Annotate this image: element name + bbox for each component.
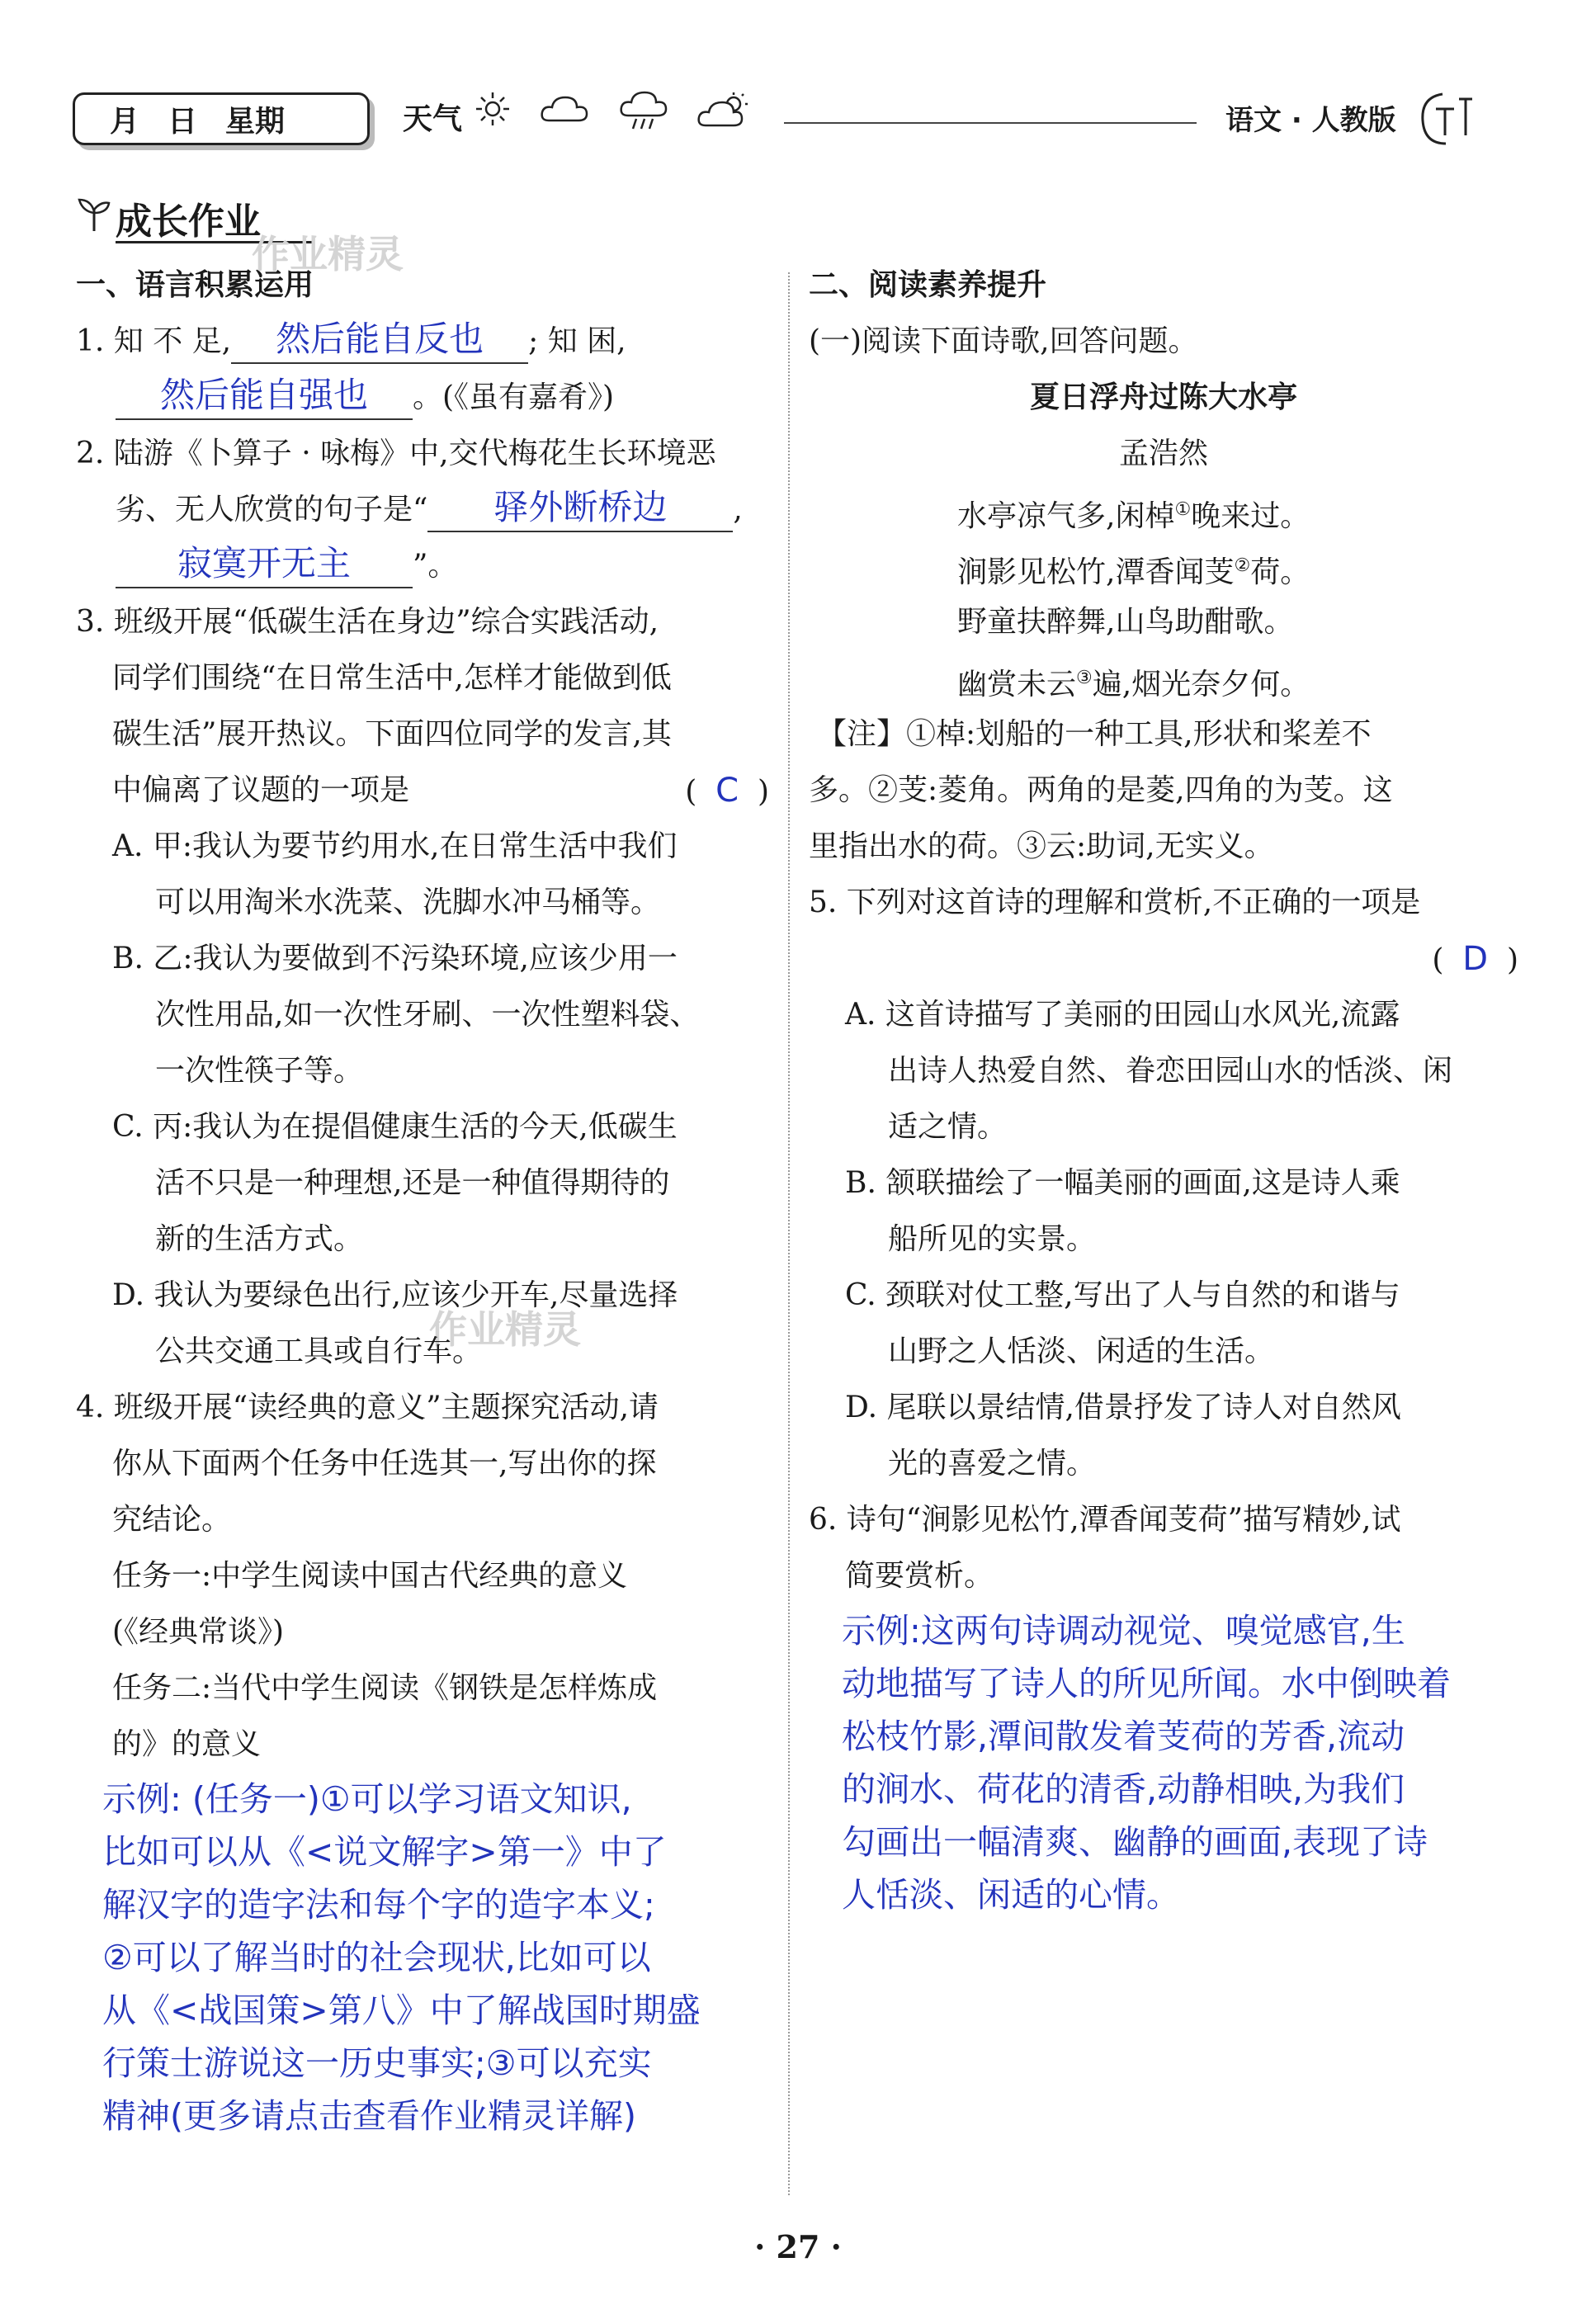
q4-stem: 你从下面两个任务中任选其一,写出你的探: [112, 1447, 657, 1481]
reading-instruction: (一)阅读下面诗歌,回答问题。: [809, 324, 1198, 358]
poem-title: 夏日浮舟过陈大水亭: [1029, 380, 1297, 414]
poem-line: 涧影见松竹,潭香闻芰②荷。: [957, 555, 1310, 589]
q3-option-a: 可以用淘米水洗菜、洗脚水冲马桶等。: [155, 886, 661, 919]
q3-answer-bracket: ( C ): [685, 772, 769, 810]
q3-stem: 碳生活”展开热议。下面四位同学的发言,其: [112, 717, 672, 751]
q4-task-two: 的》的意义: [112, 1727, 262, 1761]
edition-label: 语文 · 人教版: [1225, 104, 1396, 137]
q3-stem: 3. 班级开展“低碳生活在身边”综合实践活动,: [76, 605, 659, 639]
q3-option-c: C. 丙:我认为在提倡健康生活的今天,低碳生: [112, 1110, 678, 1144]
q3-answer: C: [715, 772, 739, 810]
q5-option-b: 船所见的实景。: [888, 1222, 1097, 1256]
q2-line2: 劣、无人欣赏的句子是“ 驿外断桥边 ,: [76, 482, 769, 538]
q3-option-c: 新的生活方式。: [155, 1222, 364, 1256]
column-divider: [788, 272, 790, 2195]
q3-stem-last: 中偏离了议题的一项是 ( C ): [76, 763, 769, 819]
q5-option-d: D. 尾联以景结情,借景抒发了诗人对自然风: [845, 1391, 1401, 1424]
weekday-label: 星期: [225, 104, 286, 139]
q4-task-one: (《经典常谈》): [112, 1615, 285, 1649]
poem-line: 水亭凉气多,闲棹①晚来过。: [957, 499, 1310, 533]
q4-task-two: 任务二:当代中学生阅读《钢铁是怎样炼成: [112, 1671, 658, 1705]
q3-option-d: D. 我认为要绿色出行,应该少开车,尽量选择: [112, 1278, 678, 1312]
edition-logo-icon: [1418, 86, 1477, 152]
page-number: · 27 ·: [754, 2228, 842, 2265]
watermark: 作业精灵: [429, 1307, 581, 1352]
q5-option-a: 适之情。: [888, 1110, 1008, 1144]
q3-option-a: A. 甲:我认为要节约用水,在日常生活中我们: [112, 829, 678, 863]
watermark: 作业精灵: [252, 232, 404, 276]
part-one-heading: 一、语言积累运用: [76, 268, 314, 302]
q5-answer-bracket: ( D ): [1432, 940, 1518, 978]
weather-label: 天气: [403, 102, 463, 136]
q3-option-b: 一次性筷子等。: [155, 1054, 364, 1088]
q5-option-c: C. 颈联对仗工整,写出了人与自然的和谐与: [845, 1278, 1400, 1312]
poem-note: 【注】①棹:划船的一种工具,形状和桨差不: [817, 717, 1372, 751]
cloud-icon: [539, 91, 590, 127]
q6-stem: 6. 诗句“涧影见松竹,潭香闻芰荷”描写精妙,试: [809, 1503, 1401, 1537]
q4-stem: 究结论。: [112, 1503, 232, 1537]
q1-line1: 1. 知 不 足, 然后能自反也 ; 知 困,: [76, 314, 769, 370]
q1-answer-1: 然后能自反也: [231, 316, 528, 364]
right-column: [809, 257, 1518, 1921]
q5-option-a: 出诗人热爱自然、眷恋田园山水的恬淡、闲: [888, 1054, 1453, 1088]
q6-stem: 简要赏析。: [845, 1559, 994, 1593]
part-two-heading: 二、阅读素养提升: [809, 268, 1047, 302]
q2-line3: 寂寞开无主 ”。: [76, 538, 769, 594]
day-label: 日: [168, 104, 198, 139]
q1-answer-2: 然后能自强也: [116, 372, 413, 420]
rain-icon: [618, 91, 669, 132]
section-title: 成长作业: [116, 201, 261, 243]
q3-stem: 同学们围绕“在日常生活中,怎样才能做到低: [112, 661, 672, 695]
poem-body: [809, 482, 1518, 706]
poem-line: 野童扶醉舞,山鸟助酣歌。: [957, 605, 1294, 639]
poem-note: 里指出水的荷。③云:助词,无实义。: [809, 829, 1274, 863]
q4-task-one: 任务一:中学生阅读中国古代经典的意义: [112, 1559, 628, 1593]
q3-option-d: 公共交通工具或自行车。: [155, 1334, 483, 1368]
poem-line: 幽赏未云③遍,烟光奈夕何。: [957, 668, 1310, 701]
q3-option-c: 活不只是一种理想,还是一种值得期待的: [155, 1166, 670, 1200]
date-box: [73, 92, 370, 145]
q5-option-c: 山野之人恬淡、闲适的生活。: [888, 1334, 1275, 1368]
q2-answer-1: 驿外断桥边: [427, 484, 733, 532]
left-column: [76, 257, 769, 2142]
poem-author: 孟浩然: [1118, 437, 1208, 470]
q6-answer: 示例:这两句诗调动视觉、嗅觉感官,生 动地描写了诗人的所见所闻。水中倒映着 松枝竹影,潭间散发着芰荷的芳香,流动 的涧水、荷花的清香,动静相映,为我们 勾画出一幅清爽、幽静的画面,表现了诗 人恬淡、闲适的心情。: [842, 1611, 1451, 1915]
q4-answer: 示例: (任务一)①可以学习语文知识, 比如可以从《<说文解字>第一》中了 解汉字的造字法和每个字的造字本义; ②可以了解当时的社会现状,比如可以 从《<战国策>第八》中了解战国时期盛 行策士游说这一历史事实;③可以充实 精神(更多请点击查看作业精灵详解): [102, 1779, 701, 2136]
q5-option-a: A. 这首诗描写了美丽的田园山水风光,流露: [845, 998, 1400, 1032]
sprout-icon: [76, 195, 112, 233]
weather-icons: [475, 91, 752, 132]
q5-option-d: 光的喜爱之情。: [888, 1447, 1097, 1481]
q5-answer: D: [1462, 940, 1489, 978]
q3-option-b: B. 乙:我认为要做到不污染环境,应该少用一: [112, 942, 678, 975]
q5-stem: 5. 下列对这首诗的理解和赏析,不正确的一项是: [809, 886, 1421, 919]
sun-icon: [475, 91, 511, 127]
q1-line2: 然后能自强也 。(《虽有嘉肴》): [76, 370, 769, 426]
q3-option-b: 次性用品,如一次性牙刷、一次性塑料袋、: [155, 998, 700, 1032]
header-rule: [784, 122, 1197, 124]
q4-stem: 4. 班级开展“读经典的意义”主题探究活动,请: [76, 1391, 659, 1424]
partly-cloudy-icon: [697, 91, 752, 130]
month-label: 月: [110, 104, 140, 139]
q5-option-b: B. 颔联描绘了一幅美丽的画面,这是诗人乘: [845, 1166, 1400, 1200]
q2-line1: 2. 陆游《卜算子 · 咏梅》中,交代梅花生长环境恶: [76, 437, 716, 470]
q2-answer-2: 寂寞开无主: [116, 541, 413, 588]
poem-note: 多。②芰:菱角。两角的是菱,四角的为芰。这: [809, 773, 1393, 807]
